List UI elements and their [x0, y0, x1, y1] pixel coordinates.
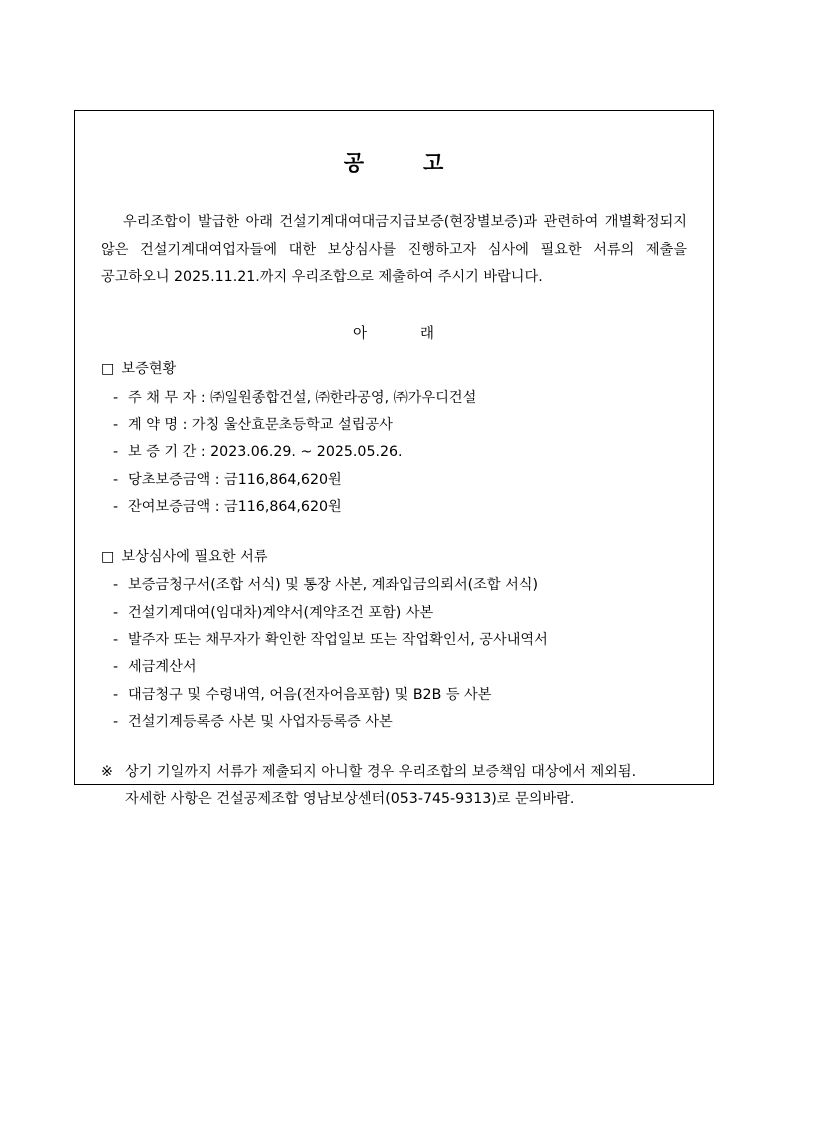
- page-title: [101, 147, 687, 177]
- guarantee-status-list: [101, 385, 687, 522]
- section-heading-label: 보상심사에 필요한 서류: [121, 548, 268, 565]
- list-item: [113, 439, 687, 466]
- list-item: [113, 385, 687, 412]
- section-heading-required-documents: [101, 545, 687, 571]
- dash-icon: -: [113, 714, 119, 731]
- footnote-line-1: 상기 기일까지 서류가 제출되지 아니할 경우 우리조합의 보증책임 대상에서 제외됨.: [125, 763, 637, 780]
- dash-icon: -: [113, 444, 119, 461]
- page-title-char-1: 공: [343, 151, 365, 175]
- list-item-label: 보증금청구서(조합 서식) 및 통장 사본, 계좌입금의뢰서(조합 서식): [128, 577, 539, 594]
- dash-icon: -: [113, 499, 119, 516]
- dash-icon: -: [113, 632, 119, 649]
- reference-mark-icon: ※: [101, 763, 113, 780]
- list-item-label: 발주자 또는 채무자가 확인한 작업일보 또는 작업확인서, 공사내역서: [128, 632, 548, 649]
- list-item-label: 잔여보증금액 : 금116,864,620원: [128, 499, 342, 516]
- intro-text: 우리조합이 발급한 아래 건설기계대여대금지급보증(현장별보증)과 관련하여 개별확정되지 않은 건설기계대여업자들에 대한 보상심사를 진행하고자 심사에 필요한 서류의 제출을 공고하오니 2025.11.21.까지 우리조합으로 제출하여 주시기 바랍니다.: [101, 214, 687, 286]
- footnote: [101, 759, 687, 813]
- section-spacer: [101, 522, 687, 539]
- list-item-label: 대금청구 및 수령내역, 어음(전자어음포함) 및 B2B 등 사본: [128, 686, 492, 703]
- dash-icon: -: [113, 659, 119, 676]
- dash-icon: -: [113, 471, 119, 488]
- list-item-label: 주 채 무 자 : ㈜일원종합건설, ㈜한라공영, ㈜가우디건설: [128, 389, 477, 406]
- arae-char-2: 래: [420, 326, 436, 343]
- arae-heading: [101, 322, 687, 343]
- list-item-label: 보 증 기 간 : 2023.06.29. ~ 2025.05.26.: [128, 444, 403, 461]
- list-item-label: 건설기계등록증 사본 및 사업자등록증 사본: [128, 714, 393, 731]
- list-item: [113, 682, 687, 709]
- dash-icon: -: [113, 577, 119, 594]
- list-item: [113, 572, 687, 599]
- section-heading-guarantee-status: [101, 357, 687, 383]
- dash-icon: -: [113, 417, 119, 434]
- list-item: [113, 600, 687, 627]
- list-item-label: 계 약 명 : 가칭 울산효문초등학교 설립공사: [128, 417, 393, 434]
- arae-char-1: 아: [352, 326, 368, 343]
- intro-paragraph: [101, 209, 687, 292]
- footnote-line-2: 자세한 사항은 건설공제조합 영남보상센터(053-745-9313)로 문의바람.: [125, 790, 575, 807]
- list-item-label: 건설기계대여(임대차)계약서(계약조건 포함) 사본: [128, 604, 434, 621]
- page-title-char-2: 고: [423, 151, 445, 175]
- list-item: [113, 654, 687, 681]
- dash-icon: -: [113, 686, 119, 703]
- list-item-label: 당초보증금액 : 금116,864,620원: [128, 471, 342, 488]
- list-item: [113, 412, 687, 439]
- square-bullet-icon: □: [101, 361, 115, 378]
- dash-icon: -: [113, 389, 119, 406]
- list-item: [113, 494, 687, 521]
- notice-content: [75, 111, 713, 813]
- required-documents-list: [101, 572, 687, 736]
- section-heading-label: 보증현황: [121, 361, 177, 378]
- square-bullet-icon: □: [101, 548, 115, 565]
- list-item-label: 세금계산서: [128, 659, 197, 676]
- list-item: [113, 709, 687, 736]
- dash-icon: -: [113, 604, 119, 621]
- list-item: [113, 627, 687, 654]
- notice-box: [74, 110, 714, 807]
- list-item: [113, 467, 687, 494]
